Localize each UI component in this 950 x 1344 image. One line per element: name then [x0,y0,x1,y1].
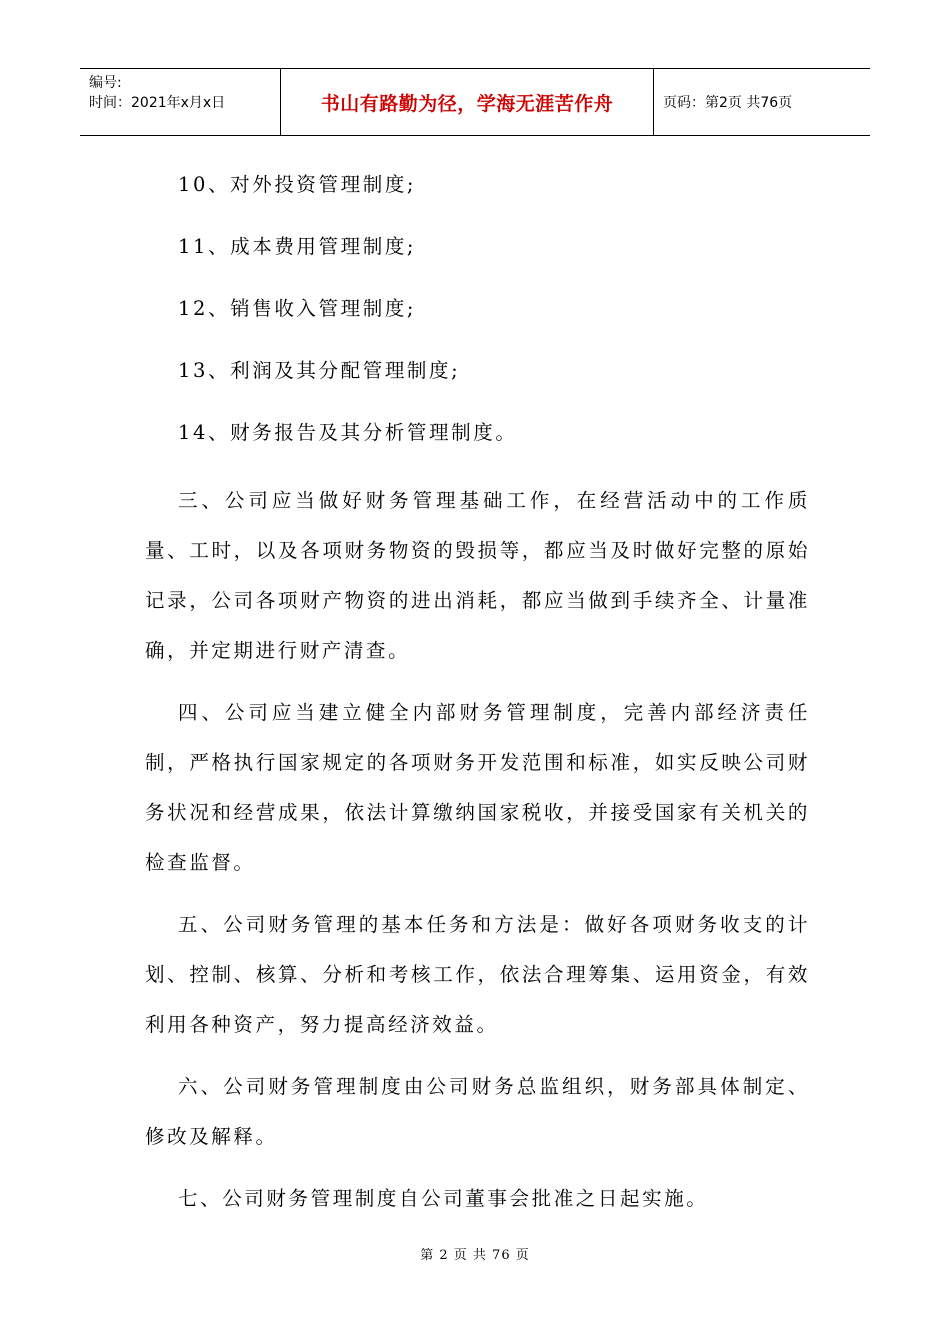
document-time-label: 时间：2021年x月x日 [89,95,226,111]
header-motto: 书山有路勤为径，学海无涯苦作舟 [281,69,654,135]
list-item: 10、对外投资管理制度; [178,173,417,196]
page-footer: 第 2 页 共 76 页 [420,1248,530,1263]
list-item: 13、利润及其分配管理制度; [178,359,461,382]
document-number-label: 编号: [89,75,122,91]
header-page-code: 页码：第2页 共76页 [663,95,793,111]
page-header [80,68,870,136]
list-item: 11、成本费用管理制度; [178,235,417,258]
list-item: 12、销售收入管理制度; [178,297,417,320]
paragraph: 六、公司财务管理制度由公司财务总监组织，财务部具体制定、修改及解释。 [145,1075,810,1148]
paragraph: 七、公司财务管理制度自公司董事会批准之日起实施。 [178,1187,709,1210]
paragraph: 四、公司应当建立健全内部财务管理制度，完善内部经济责任制，严格执行国家规定的各项财务开发范围和标准，如实反映公司财务状况和经营成果，依法计算缴纳国家税收，并接受国家有关机关的检查监督。 [145,701,810,874]
list-item: 14、财务报告及其分析管理制度。 [178,421,518,444]
document-body [145,166,810,1236]
header-meta [80,69,281,135]
paragraph: 五、公司财务管理的基本任务和方法是：做好各项财务收支的计划、控制、核算、分析和考核工作，依法合理筹集、运用资金，有效利用各种资产，努力提高经济效益。 [145,913,810,1036]
paragraph: 三、公司应当做好财务管理基础工作，在经营活动中的工作质量、工时，以及各项财务物资的毁损等，都应当及时做好完整的原始记录，公司各项财产物资的进出消耗，都应当做到手续齐全、计量准确，并定期进行财产清查。 [145,489,810,662]
